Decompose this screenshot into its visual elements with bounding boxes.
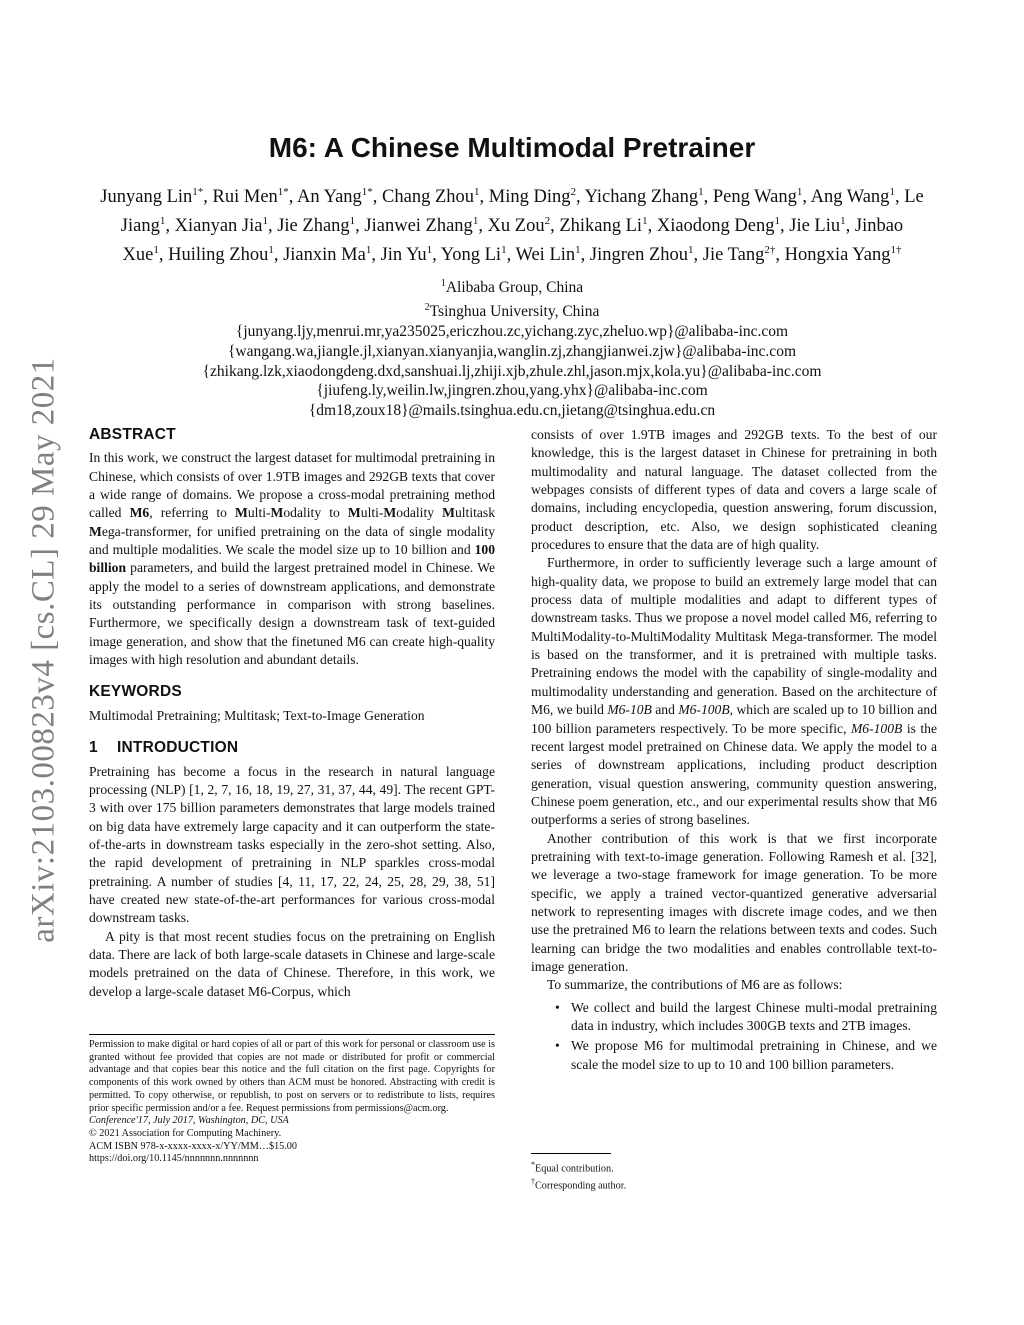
author-name: Hongxia Yang$^{1\dagger}$ [784, 244, 902, 266]
author-name: Xiaodong Deng$^1$ [656, 215, 780, 237]
isbn-line: ACM ISBN 978-x-xxxx-xxxx-x/YY/MM…$15.00 [89, 1140, 297, 1152]
author-name: Jie Liu$^1$ [789, 215, 846, 237]
email-line: {zhikang.lzk,xiaodongdeng.dxd,sanshuai.lj,zhiji.xjb,zhule.zhl,jason.mjx,kola.yu}@alibaba-inc.com [202, 362, 822, 380]
author-name: Jie Tang$^{2\dagger}$ [702, 244, 776, 266]
keywords-heading: KEYWORDS [89, 683, 182, 701]
affiliation: $^2$Tsinghua University, China [424, 301, 600, 321]
author-name: Zhikang Li$^1$ [559, 215, 648, 237]
author-name: Wei Lin$^1$ [515, 244, 581, 266]
author-name: Peng Wang$^1$ [712, 186, 803, 208]
list-item: • We propose M6 for multimodal pretraining in Chinese, and we scale the model size to up to 10 and 100 billion parameters. [571, 1037, 937, 1074]
intro-paragraph: consists of over 1.9TB images and 292GB texts. To the best of our knowledge, this is the largest dataset in Chinese for pretraining in both multimodality and natural language. The dataset collected from the webpages consists of different types of data and covers a large scale of domains, including encyclopedia, question answering, forum discussion, product description, etc. Also, we design sophisticated cleaning procedures to ensure that the data are of high quality. [531, 427, 937, 553]
arxiv-stamp [14, 350, 74, 950]
author-name: Jin Yu$^1$ [380, 244, 433, 266]
author-name: Xu Zou$^2$ [487, 215, 551, 237]
intro-heading: 1 INTRODUCTION [89, 739, 239, 757]
author-name: Jianxin Ma$^1$ [283, 244, 372, 266]
email-line: {wangang.wa,jiangle.jl,xianyan.xianyanjia,wanglin.zj,zhangjianwei.zjw}@alibaba-inc.com [227, 342, 796, 360]
footnote: †Corresponding author. [531, 1177, 627, 1192]
author-name: Huiling Zhou$^1$ [168, 244, 274, 266]
author-name: Rui Men$^{1*}$ [212, 186, 289, 208]
keywords-text: Multimodal Pretraining; Multitask; Text-to-Image Generation [89, 707, 425, 723]
footnotes [531, 1153, 937, 1193]
footnote-rule [531, 1153, 611, 1154]
left-column [89, 426, 495, 1001]
author-name: Jinbao Xue$^1$ [122, 216, 904, 266]
author-name: Xianyan Jia$^1$ [174, 215, 268, 237]
author-name: Le Jiang$^1$ [120, 187, 924, 237]
conference-info: Conference'17, July 2017, Washington, DC, USA [89, 1115, 289, 1127]
author-name: Yong Li$^1$ [440, 244, 507, 266]
abstract-heading: ABSTRACT [89, 426, 176, 443]
author-list: Junyang Lin$^{1*}$, Rui Men$^{1*}$, An Yang$^{1*}$, Chang Zhou$^1$, Ming Ding$^2$, Yichang Zhang$^1$, Peng Wang$^1$, Ang Wang$^1$, Le Jiang$^1$, Xianyan Jia$^1$, Jie Zhang$^1$, Jianwei Zhang$^1$, Xu Zou$^2$, Zhikang Li$^1$, Xiaodong Deng$^1$, Jie Liu$^1$, Jinbao Xue$^1$, Huiling Zhou$^1$, Jianxin Ma$^1$, Jin Yu$^1$, Yong Li$^1$, Wei Lin$^1$, Jingren Zhou$^1$, Jie Tang$^{2\dagger}$, Hongxia Yang$^{1\dagger}$ [100, 186, 924, 266]
list-item: • We collect and build the largest Chinese multi-modal pretraining data in industry, which includes 300GB texts and 2TB images. [571, 999, 937, 1036]
footnote: *Equal contribution. [531, 1160, 614, 1175]
paper-title: M6: A Chinese Multimodal Pretrainer [268, 132, 756, 163]
author-name: Ang Wang$^1$ [810, 186, 895, 208]
copyright-line: © 2021 Association for Computing Machinery. [89, 1127, 282, 1139]
abstract-text: In this work, we construct the largest dataset for multimodal pretraining in Chinese, which consists of over 1.9TB images and 292GB texts that cover a wide range of domains. We propose a cross-modal pretraining method called M6, referring to Multi-Modality to Multi-Modality Multitask Mega-transformer, for unified pretraining on the data of single modality and multiple modalities. We scale the model size up to 10 billion and 100 billion parameters, and build the largest pretrained model in Chinese. We apply the model to a series of downstream applications, and demonstrate its outstanding performance in comparison with strong baselines. Furthermore, we specifically design a downstream task of text-guided image generation, and show that the finetuned M6 can create high-quality images with high resolution and abundant details. [89, 450, 495, 668]
permission-notice [89, 1034, 495, 1166]
author-name: Jingren Zhou$^1$ [589, 244, 694, 266]
intro-paragraph: A pity is that most recent studies focus on the pretraining on English data. There are lack of both large-scale datasets in Chinese and large-scale models pretrained on the data of Chinese. Therefore, in this work, we develop a large-scale dataset M6-Corpus, which [89, 928, 495, 999]
author-name: Jie Zhang$^1$ [277, 215, 356, 237]
author-name: Ming Ding$^2$ [488, 186, 576, 208]
intro-paragraph: Furthermore, in order to sufficiently leverage such a large amount of high-quality data, we propose to build an extremely large model that can process data of multiple modalities and adapt to different types of downstream tasks. Thus we propose a novel model called M6, referring to MultiModality-to-MultiModality Multitask Mega-transformer. The model is based on the transformer, and it is pretrained with multiple tasks. Pretraining endows the model with the capability of single-modality and multimodality understanding and generation. Based on the architecture of M6, we build M6-10B and M6-100B, which are scaled up to 10 billion and 100 billion parameters respectively. To be more specific, M6-100B is the recent largest model pretrained on Chinese data. We apply the model to a series of downstream applications, including product description generation, visual question answering, community question answering, Chinese poem generation, etc., and our experimental results show that M6 outperforms a series of strong baselines. [531, 555, 937, 828]
intro-paragraph: Pretraining has become a focus in the research in natural language processing (NLP) [1, 2, 7, 16, 18, 19, 27, 31, 37, 44, 49]. The recent GPT-3 with over 175 billion parameters demonstrates that large models trained on big data have extremely large capacity and it can outperform the state-of-the-arts in downstream tasks especially in the zero-shot setting. Also, the rapid development of pretraining in NLP sparkles cross-modal pretraining. A number of studies [4, 11, 17, 22, 24, 25, 28, 29, 38, 51] have created new state-of-the-art performances for various cross-modal downstream tasks. [89, 763, 495, 926]
affiliations [100, 274, 924, 421]
right-column [531, 426, 937, 1076]
author-name: Jianwei Zhang$^1$ [364, 215, 479, 237]
email-line: {junyang.ljy,menrui.mr,ya235025,ericzhou.zc,yichang.zyc,zheluo.wp}@alibaba-inc.com [235, 322, 789, 340]
contribution-list [531, 999, 937, 1074]
author-name: Junyang Lin$^{1*}$ [100, 186, 204, 208]
intro-paragraph: To summarize, the contributions of M6 are as follows: [547, 977, 843, 993]
author-name: Chang Zhou$^1$ [382, 186, 480, 208]
author-name: An Yang$^{1*}$ [297, 186, 373, 208]
arxiv-id: arXiv:2103.00823v4 [cs.CL] 29 May 2021 [25, 357, 62, 943]
doi-line: https://doi.org/10.1145/nnnnnnn.nnnnnnn [89, 1153, 259, 1165]
affiliation: $^1$Alibaba Group, China [440, 278, 584, 297]
author-name: Yichang Zhang$^1$ [584, 186, 704, 208]
permission-text: Permission to make digital or hard copies of all or part of this work for personal or classroom use is granted without fee provided that copies are not made or distributed for profit or commercial advantage and that copies bear this notice and the full citation on the first page. Copyrights for components of this work owned by others than ACM must be honored. Abstracting with credit is permitted. To copy otherwise, or republish, to post on servers or to redistribute to lists, requires prior specific permission and/or a fee. Request permissions from permissions@acm.org. [89, 1039, 495, 1114]
intro-paragraph: Another contribution of this work is that we first incorporate pretraining with text-to-image generation. Following Ramesh et al. [32], we leverage a two-stage framework for image generation. To be more specific, we apply a trained vector-quantized generative adversarial network to representing images with discrete image codes, and we then use the pretrained M6 to learn the relations between texts and codes. Such learning can bridge the two modalities and enables controllable text-to-image generation. [531, 830, 937, 974]
email-line: {jiufeng.ly,weilin.lw,jingren.zhou,yang.yhx}@alibaba-inc.com [316, 382, 708, 400]
email-line: {dm18,zoux18}@mails.tsinghua.edu.cn,jietang@tsinghua.edu.cn [308, 402, 716, 420]
